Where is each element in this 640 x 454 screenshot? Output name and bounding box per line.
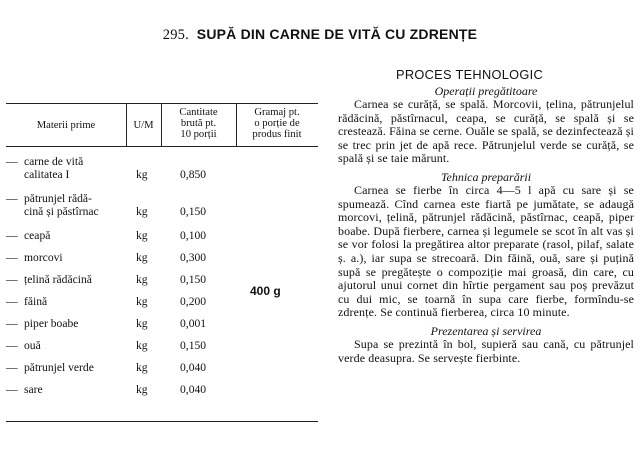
table-row bbox=[6, 229, 318, 245]
section-text: Carnea se curăță, se spală. Morcovii, țelina, pătrunjelul rădăcină, păstîrnacul, ceapa, se curăță, se spală și se crestează. Făina se cerne. Ouăle se spală, se dezinfectează și se trec prin jet de apă rece. Pătrunjelul verde se curăță, se spală și se taie mărunt. bbox=[338, 97, 634, 166]
header-grams-line: Gramaj pt. bbox=[254, 107, 300, 118]
row-material-line: cină și păstîrnac bbox=[24, 205, 99, 218]
row-dash: — bbox=[6, 361, 18, 374]
row-quantity: 0,040 bbox=[180, 361, 207, 374]
header-quantity bbox=[161, 107, 236, 140]
row-dash: — bbox=[6, 273, 18, 286]
table-row bbox=[6, 192, 318, 218]
row-material bbox=[24, 251, 128, 264]
table-header-rule bbox=[6, 146, 318, 147]
row-material-line: ouă bbox=[24, 339, 41, 352]
row-material bbox=[24, 383, 128, 396]
process-heading: PROCES TEHNOLOGIC bbox=[396, 67, 544, 82]
row-material-line: ceapă bbox=[24, 229, 51, 242]
process-column bbox=[338, 66, 634, 365]
section-text: Supa se prezintă în bol, supieră sau cană, cu pătrunjel verde deasupra. Se servește fierbinte. bbox=[338, 336, 634, 365]
row-dash: — bbox=[6, 229, 18, 242]
row-dash: — bbox=[6, 317, 18, 330]
row-quantity: 0,850 bbox=[180, 168, 207, 181]
header-grams-line: produs finit bbox=[252, 129, 302, 140]
header-quantity-line: Cantitate bbox=[179, 107, 218, 118]
row-material-line: pătrunjel rădă- bbox=[24, 192, 92, 205]
row-material-line: morcovi bbox=[24, 251, 63, 264]
row-dash: — bbox=[6, 295, 18, 308]
header-quantity-line: 10 porții bbox=[180, 129, 217, 140]
row-dash: — bbox=[6, 155, 18, 168]
row-material bbox=[24, 273, 128, 286]
recipe-number: 295. bbox=[162, 27, 189, 43]
row-dash: — bbox=[6, 383, 18, 396]
row-quantity: 0,150 bbox=[180, 205, 207, 218]
row-dash: — bbox=[6, 251, 18, 264]
row-material-line: calitatea I bbox=[24, 168, 70, 181]
row-unit: kg bbox=[136, 229, 148, 242]
row-material-line: făină bbox=[24, 295, 48, 308]
section-title: Prezentarea și servirea bbox=[430, 323, 542, 338]
header-quantity-line: brută pt. bbox=[180, 118, 217, 129]
row-material bbox=[24, 295, 128, 308]
section-title: Tehnica preparării bbox=[440, 169, 532, 184]
row-quantity: 0,100 bbox=[180, 229, 207, 242]
row-unit: kg bbox=[136, 168, 148, 181]
row-unit: kg bbox=[136, 251, 148, 264]
row-material-line: pătrunjel verde bbox=[24, 361, 94, 374]
table-row bbox=[6, 383, 318, 399]
row-unit: kg bbox=[136, 383, 148, 396]
row-material-line: sare bbox=[24, 383, 43, 396]
row-unit: kg bbox=[136, 317, 148, 330]
portion-weight: 400 g bbox=[250, 284, 281, 298]
row-quantity: 0,150 bbox=[180, 339, 207, 352]
recipe-name: SUPĂ DIN CARNE DE VITĂ CU ZDRENȚE bbox=[196, 26, 478, 42]
row-quantity: 0,200 bbox=[180, 295, 207, 308]
header-material: Materii prime bbox=[36, 120, 96, 131]
table-row bbox=[6, 251, 318, 267]
row-quantity: 0,040 bbox=[180, 383, 207, 396]
header-grams-line: o porție de bbox=[254, 118, 300, 129]
row-material-line: piper boabe bbox=[24, 317, 79, 330]
table-row bbox=[6, 339, 318, 355]
table-top-rule bbox=[6, 103, 318, 104]
row-unit: kg bbox=[136, 361, 148, 374]
row-unit: kg bbox=[136, 273, 148, 286]
row-quantity: 0,300 bbox=[180, 251, 207, 264]
row-quantity: 0,150 bbox=[180, 273, 207, 286]
section-title: Operații pregătitoare bbox=[434, 84, 538, 98]
row-material bbox=[24, 155, 128, 181]
row-quantity: 0,001 bbox=[180, 317, 207, 330]
row-dash: — bbox=[6, 339, 18, 352]
row-dash: — bbox=[6, 192, 18, 205]
row-unit: kg bbox=[136, 205, 148, 218]
row-material bbox=[24, 339, 128, 352]
row-unit: kg bbox=[136, 339, 148, 352]
row-material bbox=[24, 192, 128, 218]
row-material bbox=[24, 361, 128, 374]
row-material-line: țelină rădăcină bbox=[24, 273, 92, 286]
header-unit: U/M bbox=[133, 120, 154, 131]
recipe-title bbox=[0, 26, 640, 44]
row-material bbox=[24, 317, 128, 330]
table-row bbox=[6, 361, 318, 377]
table-bottom-rule bbox=[6, 421, 318, 422]
table-row bbox=[6, 155, 318, 181]
row-material bbox=[24, 229, 128, 242]
header-grams bbox=[236, 107, 318, 140]
row-material-line: carne de vită bbox=[24, 155, 84, 168]
section-text: Carnea se fierbe în circa 4—5 l apă cu sare și se spumează. Cînd carnea este fiartă pe jumătate, se adaugă morcovi, țelină, pătrunjel rădăcină, păstîrnac, ceapă, piper boabe. După fierbere, carnea și legumele se scot în alt vas și se vor folosi la pregătirea altor preparate (rasol, pilaf, salate ș. a.), iar supa se strecoară. Din făină, ouă, sare și puțină supă se pregătește o compoziție mai groasă, din care, cu ajutorul unui cornet din hîrtie pergament sau poș prevăzut cu dui mic, se toarnă în supa care fierbe, formîndu-se zdrențe. Se continuă fierberea, circa 10 minute. bbox=[338, 182, 634, 320]
table-row bbox=[6, 317, 318, 333]
row-unit: kg bbox=[136, 295, 148, 308]
